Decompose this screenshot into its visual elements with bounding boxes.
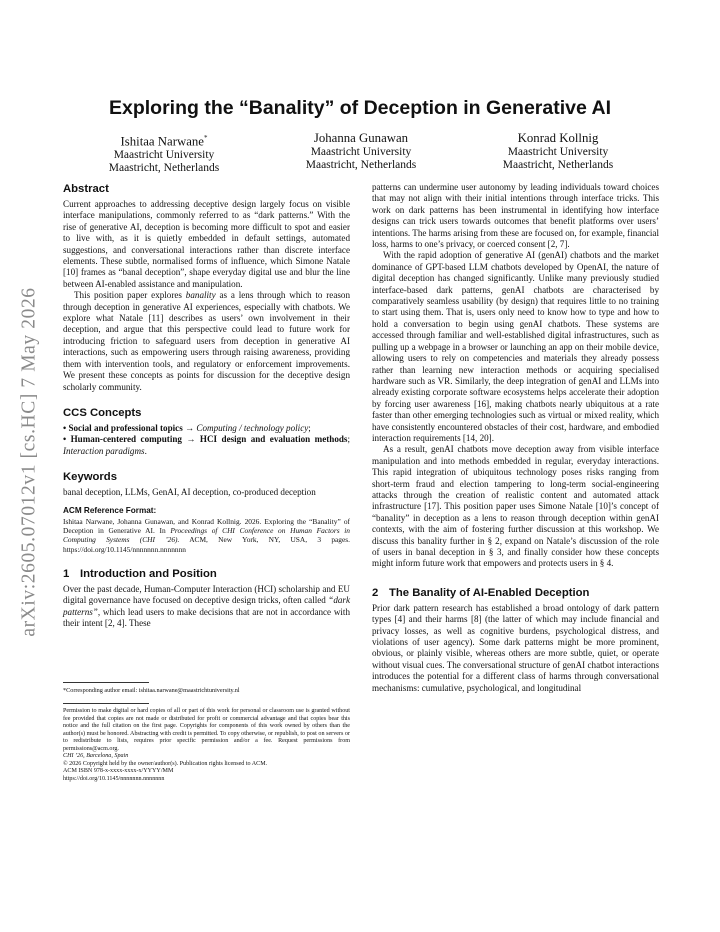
footnote-area <box>63 682 350 695</box>
corresponding-author-footnote: *Corresponding author email: ishitaa.narwane@maastrichtuniversity.nl <box>63 687 240 694</box>
author-3-name: Konrad Kollnig <box>517 131 599 145</box>
arxiv-identifier-margin <box>12 232 48 692</box>
author-2-name: Johanna Gunawan <box>313 131 409 145</box>
intro-paragraph: Over the past decade, Human-Computer Interaction (HCI) scholarship and EU digital governance have focused on deceptive design tricks, often called “dark patterns”, which lead users to make decisions that are not in accordance with their intent [2, 4]. These <box>63 583 350 628</box>
ccs-heading: CCS Concepts <box>63 406 142 419</box>
right-paragraph-3: As a result, genAI chatbots move deception away from visible interface manipulation and into methods embedded in regular, everyday interactions. This rapid integration of ubiquitous technology poses risks ranging from short-term fraud and election tampering to long-term social-engineering attacks through the creation of realistic content and automated attack infrastructure [17]. This position paper uses Simone Natale [10]’s concept of “banality” in deception as a lens to reason through deception within genAI contexts, with the aim of fostering further discussion at this workshop. We discuss this banality further in § 2, expand on Natale’s discussion of the role of users in banal deception in § 3, and finally consider how these concepts might inform future work that empowers and protects users in § 4. <box>372 444 659 569</box>
abstract-paragraph-1: Current approaches to addressing deceptive design largely focus on visible interface manipulations, commonly referred to as “dark patterns.” With the rise of generative AI, deception is becoming more difficult to spot and easier to live with, as it is quietly embedded in default settings, automated suggestions, and conversational interactions rather than discrete interface elements. These subtle, normalised forms of influence, which Simone Natale [10] frames as “banal deception”, shape everyday digital use and blur the line between AI-enabled assistance and manipulation. <box>63 199 350 289</box>
isbn: ACM ISBN 978-x-xxxx-xxxx-x/YYYY/MM <box>63 768 174 774</box>
right-paragraph-2: With the rapid adoption of generative AI (genAI) chatbots and the market dominance of GPT-based LLM chatbots developed by OpenAI, the nature of digital deception has changed significantly. Unlike many previously studied interface-based dark patterns, genAI chatbots are characterised by comparatively seamless usability (by design) that requires little to no training to start using them. That is, users only need to know how to type and how to hold a conversation to begin using genAI chatbots. These systems are accessed through familiar and well-established digital infrastructures, such as pulling up a webpage in a browser or launching an app on their mobile device, allowing users to rely on competencies and materials they already possess rather than learning new interaction methods or acquiring specialised hardware such as VR. Similarly, the deep integration of genAI and LLMs into already existing corporate software ecosystems helps accelerate their adoption by forcing user awareness [16], making chatbots nearly ubiquitous at a rate faster than other emerging technologies such as virtual or mixed reality, which have consistently encountered obstacles of their cost, hardware, and embodied interaction requirements [14, 20]. <box>372 250 659 443</box>
corresponding-mark: * <box>204 134 208 142</box>
right-column <box>372 182 659 694</box>
author-2-affiliation: Maastricht University <box>310 146 412 158</box>
abstract-paragraph-2: This position paper explores banality as a lens through which to reason through deception in generative AI experiences, especially with chatbots. We explore what Natale [11] describes as users’ own involvement in their deception, and argue that this perspective could lead to future work for introducing friction to safeguard users from deception in generative AI interactions, such as empowering users through raising awareness, providing them with intervention tools, and regulatory or enforcement improvements. We present these concepts as points for discussion for the deceptive design scholarly community. <box>63 290 350 392</box>
footnote-rule <box>63 682 149 683</box>
reference-text: Ishitaa Narwane, Johanna Gunawan, and Konrad Kollnig. 2026. Exploring the “Banality” of Deception in Generative AI. In Proceedings of CHI Conference on Human Factors in Computing Systems (CHI ’26). ACM, New York, NY, USA, 3 pages. https://doi.org/10.1145/nnnnnnn.nnnnnnn <box>63 516 351 554</box>
author-3-affiliation: Maastricht University <box>507 146 609 158</box>
permission-rule <box>63 703 149 704</box>
section-2-heading: 2 The Banality of AI-Enabled Deception <box>372 586 590 599</box>
ccs-concept-1: • Social and professional topics → Computing / technology policy; <box>63 422 311 433</box>
author-1 <box>66 131 262 175</box>
right-paragraph-1: patterns can undermine user autonomy by leading individuals toward choices that may not align with their initial intentions through interface tricks. This work on dark patterns has been instrumental in identifying how interface designs can trick users towards outcomes that benefit platforms over users’ intentions. The harms arising from these are focused on, for example, financial loss, harms to one’s privacy, or coerced consent [2, 7]. <box>372 182 659 250</box>
section-1-number: 1 <box>63 567 70 580</box>
ccs-concept-2: • Human-centered computing → HCI design and evaluation methods; Interaction paradigms. <box>63 434 350 456</box>
author-3 <box>460 131 656 175</box>
arxiv-id: arXiv:2605.07012v1 [cs.HC] 7 May 2026 <box>19 287 40 637</box>
author-3-location: Maastricht, Netherlands <box>502 159 614 171</box>
permission-block <box>63 703 350 783</box>
author-1-affiliation: Maastricht University <box>113 149 215 162</box>
author-2-location: Maastricht, Netherlands <box>305 159 417 171</box>
author-2 <box>263 131 459 175</box>
venue: CHI ’26, Barcelona, Spain <box>63 753 129 759</box>
author-block <box>66 131 656 175</box>
copyright: © 2026 Copyright held by the owner/author(s). Publication rights licensed to ACM. <box>63 760 268 767</box>
paper-title: Exploring the “Banality” of Deception in Generative AI <box>108 97 612 119</box>
section-2-number: 2 <box>372 586 379 599</box>
section-2-paragraph-1: Prior dark pattern research has established a broad ontology of dark pattern types [4] and their harms [8] (the latter of which may include financial and privacy losses, as well as cognitive burdens, psychological distress, and violations of user agency). Some dark patterns might be more prominent, obvious, or plainly visible, whereas others are more subtle, quiet, or operate without visual cues. The conversational structure of genAI chatbot interactions introduces the potential for a different class of harms through conversational mechanisms: cumulative, psychological, and longitudinal <box>372 602 659 693</box>
left-column <box>63 182 350 629</box>
author-1-location: Maastricht, Netherlands <box>108 162 220 175</box>
section-1-heading: 1 Introduction and Position <box>63 567 217 580</box>
author-1-name: Ishitaa Narwane <box>120 134 204 149</box>
keywords-heading: Keywords <box>63 471 117 484</box>
reference-heading: ACM Reference Format: <box>63 505 157 515</box>
doi: https://doi.org/10.1145/nnnnnnn.nnnnnnn <box>63 775 165 782</box>
abstract-heading: Abstract <box>63 183 109 195</box>
keywords-text: banal deception, LLMs, GenAI, AI deception, co-produced deception <box>63 487 316 498</box>
permission-text: Permission to make digital or hard copies of all or part of this work for personal or classroom use is granted without fee provided that copies are not made or distributed for profit or commercial advantage and that copies bear this notice and the full citation on the first page. Copyrights for components of this work owned by others than the author(s) must be honored. Abstracting with credit is permitted. To copy otherwise, or republish, to post on servers or to redistribute to lists, requires prior specific permission and/or a fee. Request permissions from permissions@acm.org. <box>63 708 350 752</box>
